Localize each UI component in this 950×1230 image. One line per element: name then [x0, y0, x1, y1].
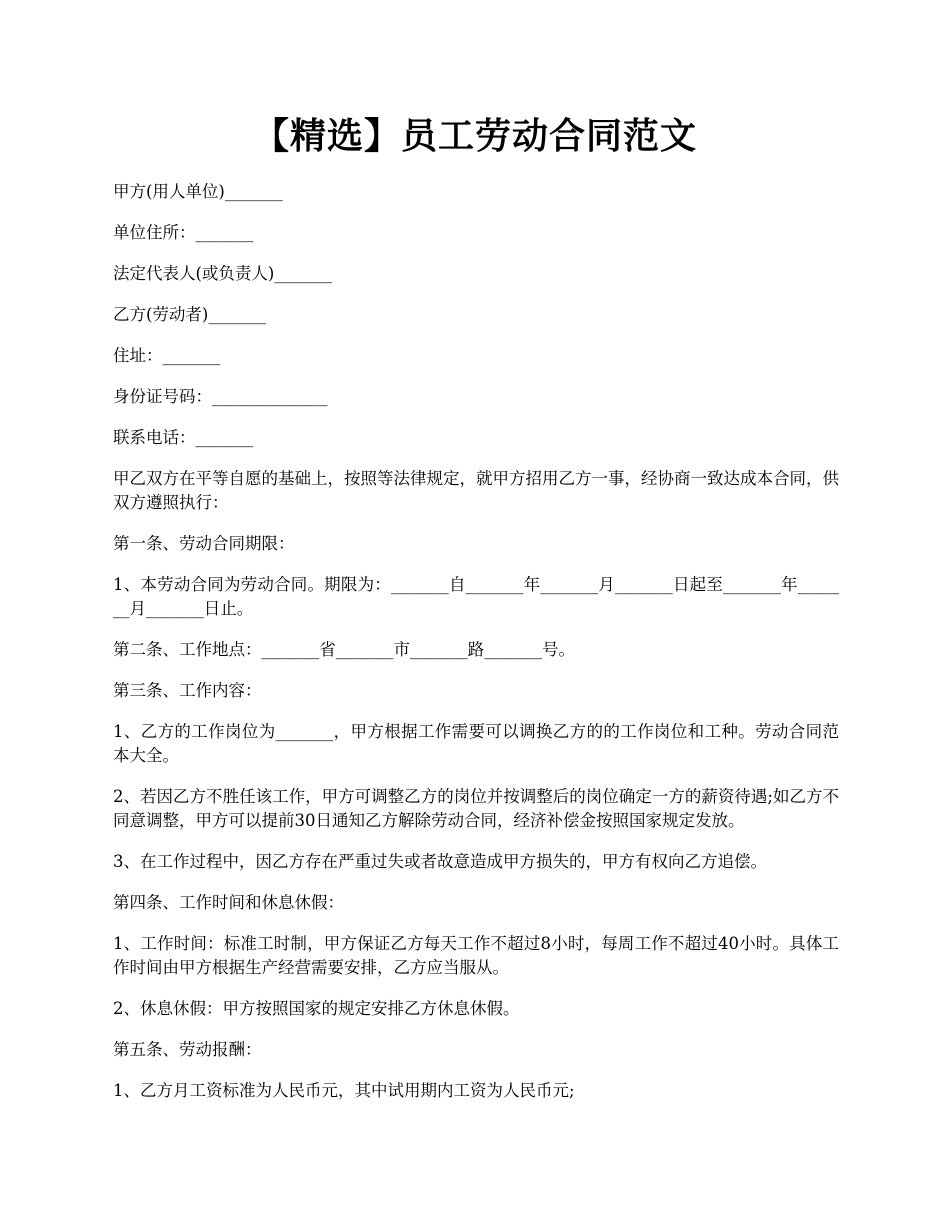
- phone-line: 联系电话：_______: [113, 428, 254, 447]
- party-a-address-line: 单位住所：_______: [113, 223, 254, 242]
- article-4-clause-2: 2、休息休假：甲方按照国家的规定安排乙方休息休假。: [113, 999, 520, 1018]
- party-b-address-line: 住址：_______: [113, 346, 221, 365]
- party-a-line: 甲方(用人单位)_______: [113, 182, 283, 201]
- article-1-clause-1: 1、本劳动合同为劳动合同。期限为：_______自_______年_______月_______日起至_______年_______月_______日止。: [113, 575, 839, 618]
- document-body: [113, 180, 839, 1120]
- article-3-clause-2: 2、若因乙方不胜任该工作，甲方可调整乙方的岗位并按调整后的岗位确定一方的薪资待遇;如乙方不同意调整，甲方可以提前30日通知乙方解除劳动合同，经济补偿金按照国家规定发放。: [113, 787, 839, 830]
- article-5-heading: 第五条、劳动报酬：: [113, 1040, 262, 1059]
- article-5-clause-1: 1、乙方月工资标准为人民币元，其中试用期内工资为人民币元;: [113, 1081, 575, 1100]
- article-3-heading: 第三条、工作内容：: [113, 681, 262, 700]
- article-4-clause-1: 1、工作时间：标准工时制，甲方保证乙方每天工作不超过8小时，每周工作不超过40小时。具体工作时间由甲方根据生产经营需要安排，乙方应当服从。: [113, 934, 839, 977]
- article-4-heading: 第四条、工作时间和休息休假：: [113, 893, 344, 912]
- article-3-clause-3: 3、在工作过程中，因乙方存在严重过失或者故意造成甲方损失的，甲方有权向乙方追偿。: [113, 852, 767, 871]
- preamble-paragraph: 甲乙双方在平等自愿的基础上，按照等法律规定，就甲方招用乙方一事，经协商一致达成本合同，供双方遵照执行：: [113, 469, 839, 512]
- article-3-clause-1: 1、乙方的工作岗位为_______，甲方根据工作需要可以调换乙方的的工作岗位和工种。劳动合同范本大全。: [113, 722, 839, 765]
- legal-representative-line: 法定代表人(或负责人)_______: [113, 264, 333, 283]
- article-1-heading: 第一条、劳动合同期限：: [113, 534, 295, 553]
- party-b-line: 乙方(劳动者)_______: [113, 305, 267, 324]
- document-title: 【精选】员工劳动合同范文: [252, 115, 697, 157]
- article-2-heading: 第二条、工作地点：_______省_______市_______路_______号。: [113, 640, 575, 659]
- id-number-line: 身份证号码：______________: [113, 387, 328, 406]
